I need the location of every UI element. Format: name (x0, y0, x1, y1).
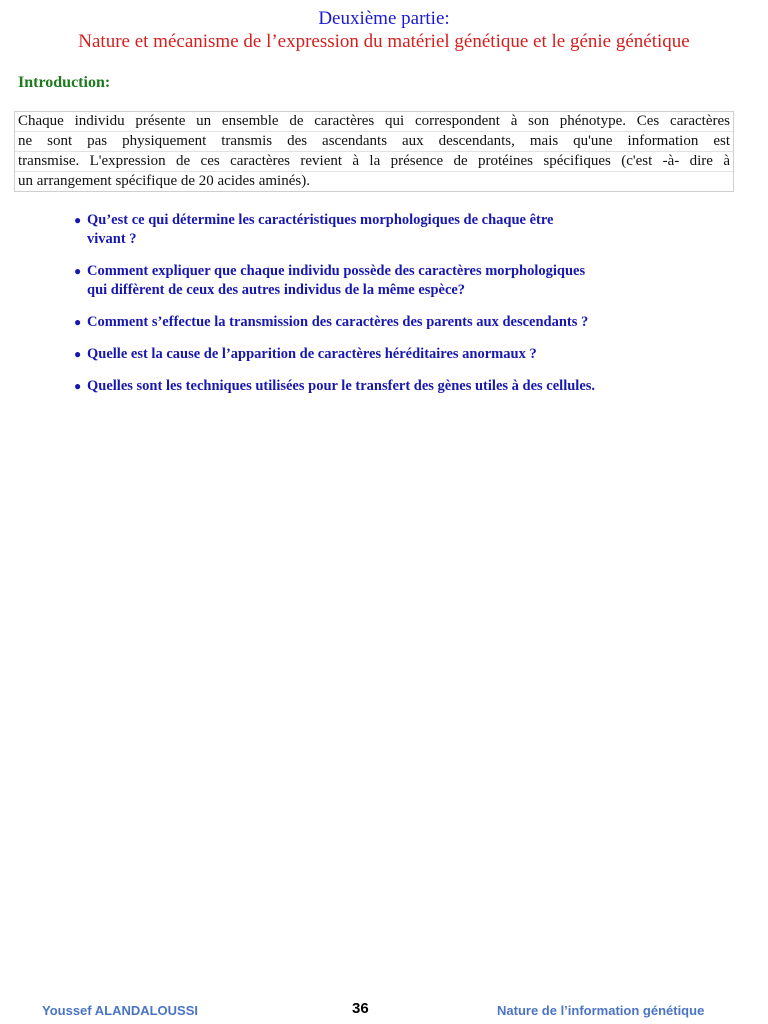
bullet-icon: ● (74, 213, 82, 227)
intro-line: un arrangement spécifique de 20 acides aminés). (18, 173, 310, 189)
page-footer (0, 1000, 768, 1020)
question-item (74, 262, 734, 300)
page-number: 36 (352, 1000, 369, 1017)
question-item (74, 345, 734, 364)
question-text: Comment expliquer que chaque individu possède des caractères morphologiques (87, 263, 586, 279)
bullet-icon: ● (74, 379, 82, 393)
bullet-icon: ● (74, 315, 82, 329)
introduction-heading: Introduction: (18, 74, 111, 91)
question-item (74, 313, 734, 332)
bullet-icon: ● (74, 347, 82, 361)
question-text: Quelles sont les techniques utilisées pour le transfert des gènes utiles à des cellules. (87, 378, 596, 394)
question-text: vivant ? (87, 231, 137, 247)
part-subtitle: Nature et mécanisme de l’expression du matériel génétique et le génie génétique (78, 31, 690, 52)
question-text: Qu’est ce qui détermine les caractéristiques morphologiques de chaque être (87, 212, 554, 228)
intro-line: transmise. L'expression de ces caractères revient à la présence de protéines spécifiques (c'est -à- dire à (15, 152, 733, 172)
page-header (0, 8, 768, 54)
footer-author: Youssef ALANDALOUSSI (42, 1003, 199, 1018)
question-text: qui diffèrent de ceux des autres individus de la même espèce? (87, 282, 466, 298)
footer-chapter: Nature de l’information génétique (497, 1003, 705, 1018)
intro-line: ne sont pas physiquement transmis des ascendants aux descendants, mais qu'une information est (15, 132, 733, 152)
question-list (74, 211, 734, 409)
question-item (74, 377, 734, 396)
bullet-icon: ● (74, 264, 82, 278)
question-item (74, 211, 734, 249)
part-title: Deuxième partie: (318, 8, 450, 29)
question-text: Quelle est la cause de l’apparition de caractères héréditaires anormaux ? (87, 346, 537, 362)
introduction-box (14, 111, 734, 192)
intro-line: Chaque individu présente un ensemble de caractères qui correspondent à son phénotype. Ces caractères (15, 112, 733, 132)
question-text: Comment s’effectue la transmission des caractères des parents aux descendants ? (87, 314, 589, 330)
